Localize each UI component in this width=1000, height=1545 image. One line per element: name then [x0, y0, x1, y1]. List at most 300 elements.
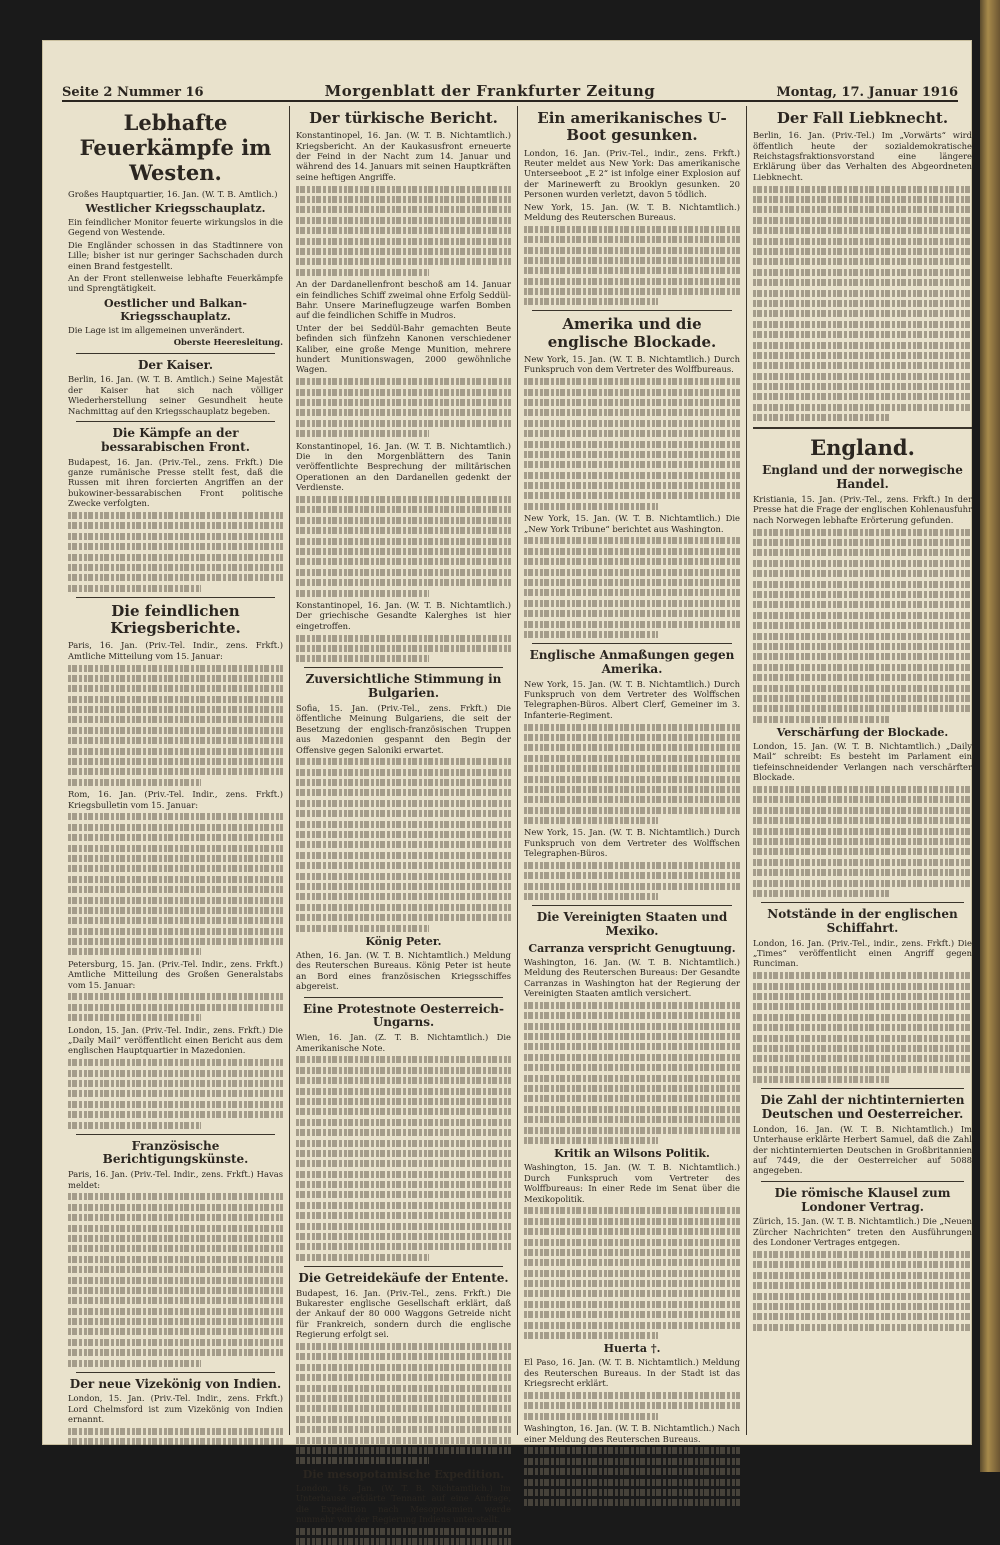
headline: Die feindlichen Kriegsberichte.	[110, 601, 241, 638]
text-line	[753, 993, 972, 1000]
text-line	[296, 378, 511, 385]
text-line	[753, 1035, 972, 1042]
text-line	[753, 653, 972, 660]
text-line	[524, 1002, 740, 1009]
paragraph: Berlin, 16. Jan. (W. T. B. Amtlich.) Seine Majestät der Kaiser hat sich nach völliger Wiederherstellung seiner Gesundheit heute Nachmittag auf den Kriegsschauplatz begeben.	[68, 374, 283, 416]
text-line	[524, 1447, 740, 1454]
text-line	[296, 590, 429, 597]
paragraph: London, 16. Jan. (Priv.-Tel., indir., zens. Frkft.) Die „Times“ veröffentlicht einen Angriff gegen Runciman.	[753, 937, 972, 969]
text-line	[524, 492, 740, 499]
text-line	[296, 831, 511, 838]
text-line	[68, 834, 283, 841]
text-line	[753, 601, 972, 608]
text-line	[296, 420, 511, 427]
text-line	[296, 1353, 511, 1360]
text-line	[68, 917, 283, 924]
text-line	[753, 591, 972, 598]
text-line	[296, 841, 511, 848]
text-line	[296, 1447, 511, 1454]
issue-date: Montag, 17. Januar 1916	[776, 85, 958, 100]
subheading: Carranza verspricht Genugtuung.	[528, 941, 736, 955]
text-line	[524, 1239, 740, 1246]
text-line	[68, 685, 283, 692]
text-line	[753, 1076, 889, 1083]
text-line	[524, 724, 740, 731]
subheading: England und der norwegische Handel.	[762, 463, 963, 492]
text-line	[296, 789, 511, 796]
text-line	[68, 512, 283, 519]
text-line	[524, 267, 740, 274]
paragraph: Konstantinopel, 16. Jan. (W. T. B. Nichtamtlich.) Die in den Morgenblättern des Tanin veröffentlichte Besprechung der militärischen Operationen an den Dardanellen gedenkt der Verdienste.	[296, 440, 511, 493]
text-line	[753, 786, 972, 793]
text-line	[753, 838, 972, 845]
text-line	[296, 1088, 511, 1095]
text-line	[296, 248, 511, 255]
text-line	[524, 378, 740, 385]
text-line	[296, 1140, 511, 1147]
text-line	[524, 1116, 740, 1123]
paragraph: Unter der bei Seddül-Bahr gemachten Beute befinden sich fünfzehn Kanonen verschiedener Kaliber, eine große Menge Munition, mehrere hundert Munitionswagen, 2000 gewöhnliche Wagen.	[296, 322, 511, 375]
paragraph: Wien, 16. Jan. (Z. T. B. Nichtamtlich.) Die Amerikanische Note.	[296, 1032, 511, 1053]
text-line	[753, 890, 889, 897]
text-line	[296, 1181, 511, 1188]
text-line	[524, 482, 740, 489]
text-line	[296, 409, 511, 416]
headline: Ein amerikanisches U-Boot gesunken.	[537, 109, 727, 145]
text-line	[524, 796, 740, 803]
text-line	[296, 800, 511, 807]
signature: Oberste Heeresleitung.	[173, 337, 283, 348]
text-line	[296, 1343, 511, 1350]
text-line	[753, 622, 972, 629]
text-line	[753, 331, 972, 338]
text-line	[68, 1245, 283, 1252]
text-line	[524, 399, 740, 406]
text-line	[296, 1364, 511, 1371]
text-line	[753, 560, 972, 567]
columns	[62, 106, 972, 1524]
text-line	[68, 1059, 283, 1066]
text-line	[68, 865, 283, 872]
text-line	[753, 880, 972, 887]
paragraph: Zürich, 15. Jan. (W. T. B. Nichtamtlich.) Die „Neuen Zürcher Nachrichten“ treten den Ausführungen des Londoner Vertrages entgegen.	[753, 1216, 972, 1248]
paragraph: Washington, 16. Jan. (W. T. B. Nichtamtlich.) Meldung des Reuterschen Bureaus: Der Gesandte Carranzas in Washington hat der Regierung der Vereinigten Staaten amtlich versichert.	[524, 956, 740, 999]
text-line	[296, 1374, 511, 1381]
divider	[304, 667, 503, 668]
text-line	[753, 685, 972, 692]
text-line	[68, 1256, 283, 1263]
text-line	[753, 539, 972, 546]
text-line	[68, 1287, 283, 1294]
text-line	[68, 897, 283, 904]
text-line	[296, 186, 511, 193]
subheading: Huerta †.	[603, 1342, 661, 1356]
text-line	[68, 1308, 283, 1315]
text-line	[524, 1085, 740, 1092]
divider	[532, 643, 732, 644]
text-line	[753, 1293, 972, 1300]
text-line	[753, 633, 972, 640]
divider	[532, 310, 732, 311]
column-1	[62, 106, 290, 1435]
text-line	[524, 610, 740, 617]
text-line	[753, 383, 972, 390]
text-line	[524, 451, 740, 458]
headline: Der Fall Liebknecht.	[776, 109, 949, 127]
text-line	[68, 665, 283, 672]
text-line	[68, 1360, 201, 1367]
paragraph: Rom, 16. Jan. (Priv.-Tel. Indir., zens. Frkft.) Kriegsbulletin vom 15. Januar:	[68, 789, 283, 810]
text-line	[524, 1332, 658, 1339]
text-line	[68, 1297, 283, 1304]
text-line	[68, 1214, 283, 1221]
text-line	[524, 409, 740, 416]
paragraph: London, 16. Jan. (W. T. B. Nichtamtlich.) Im Unterhause erklärte Tennant auf eine Anfrage, die Expedition nach Mesopotamien werde nunmehr von der Regierung Indiens unterstellt.	[296, 1482, 511, 1524]
paragraph: New York, 15. Jan. (W. T. B. Nichtamtlich.) Die „New York Tribune“ berichtet aus Washington.	[524, 513, 740, 534]
text-line	[68, 876, 283, 883]
text-line	[753, 269, 972, 276]
text-line	[753, 404, 972, 411]
text-line	[524, 765, 740, 772]
text-line	[753, 206, 972, 213]
text-line	[524, 472, 740, 479]
divider	[304, 997, 503, 998]
text-line	[524, 1075, 740, 1082]
text-line	[753, 227, 972, 234]
paragraph: Budapest, 16. Jan. (Priv.-Tel., zens. Frkft.) Die Bukarester englische Gesellschaft erklärt, daß der Ankauf der 80 000 Waggons Getreide nicht für Frankreich, sondern durch die englische Regierung erfolgt sei.	[296, 1287, 511, 1340]
text-line	[296, 758, 511, 765]
text-line	[524, 1458, 740, 1465]
subheading: König Peter.	[365, 934, 442, 948]
paragraph: Paris, 16. Jan. (Priv.-Tel. Indir., zens. Frkft.) Amtliche Mitteilung vom 15. Januar:	[68, 640, 283, 661]
headline: Französische Berichtigungskünste.	[102, 1138, 249, 1167]
text-line	[296, 217, 511, 224]
text-line	[753, 664, 972, 671]
text-line	[68, 716, 283, 723]
headline: Der neue Vizekönig von Indien.	[69, 1376, 282, 1391]
text-line	[524, 1259, 740, 1266]
text-line	[68, 813, 283, 820]
text-line	[524, 1012, 740, 1019]
text-line	[68, 533, 283, 540]
text-line	[524, 236, 740, 243]
text-line	[68, 993, 283, 1000]
text-line	[68, 748, 283, 755]
text-line	[524, 1033, 740, 1040]
paragraph: Kristiania, 15. Jan. (Priv.-Tel., zens. Frkft.) In der Presse hat die Frage der englischen Kohlenausfuhr nach Norwegen lebhafte Erörterung gefunden.	[753, 494, 972, 525]
headline: Die römische Klausel zum Londoner Vertrag.	[774, 1185, 951, 1214]
divider	[76, 353, 275, 354]
text-line	[524, 1402, 740, 1409]
text-line	[753, 393, 972, 400]
paragraph: Ein feindlicher Monitor feuerte wirkungslos in die Gegend von Westende.	[68, 216, 283, 238]
text-line	[524, 1023, 740, 1030]
text-line	[296, 269, 429, 276]
text-line	[68, 928, 283, 935]
text-line	[296, 1077, 511, 1084]
text-line	[753, 321, 972, 328]
text-line	[524, 430, 740, 437]
divider	[76, 1372, 275, 1373]
text-line	[68, 1193, 283, 1200]
text-line	[524, 1137, 658, 1144]
dateline: Großes Hauptquartier, 16. Jan. (W. T. B. Amtlich.)	[68, 188, 278, 199]
text-line	[524, 548, 740, 555]
text-line	[296, 1067, 511, 1074]
column-2	[290, 106, 518, 1524]
text-line	[68, 1266, 283, 1273]
text-line	[753, 1045, 972, 1052]
text-line	[753, 1272, 972, 1279]
text-line	[296, 430, 429, 437]
text-line	[68, 948, 201, 955]
text-line	[524, 1106, 740, 1113]
text-line	[68, 779, 201, 786]
text-line	[68, 1080, 283, 1087]
text-line	[296, 1243, 511, 1250]
text-line	[753, 1024, 972, 1031]
text-line	[68, 1277, 283, 1284]
text-line	[68, 1070, 283, 1077]
text-line	[296, 1129, 511, 1136]
text-line	[524, 734, 740, 741]
text-line	[296, 527, 511, 534]
divider	[532, 905, 732, 906]
paragraph: Die Engländer schossen in das Stadtinnere von Lille; bisher ist nur geringer Sachschaden durch einen Brand festgestellt.	[68, 239, 283, 271]
text-line	[524, 621, 740, 628]
text-line	[524, 389, 740, 396]
text-line	[753, 612, 972, 619]
divider	[761, 1088, 964, 1089]
paragraph: Budapest, 16. Jan. (Priv.-Tel., zens. Frkft.) Die ganze rumänische Presse stellt fest, daß die Russen mit ihren forcierten Angriffen an der bukowiner-bessarabischen Front politische Zwecke verfolgten.	[68, 456, 283, 509]
paragraph: London, 16. Jan. (Priv.-Tel., indir., zens. Frkft.) Reuter meldet aus New York: Das amerikanische Unterseeboot „E 2“ ist infolge einer Explosion auf der Marinewerft zu Brooklyn gesunken. 20 Personen wurden verletzt, davon 5 tödlich.	[524, 147, 740, 200]
text-line	[68, 1349, 283, 1356]
text-line	[753, 705, 972, 712]
text-line	[753, 186, 972, 193]
divider	[761, 1181, 964, 1182]
text-line	[296, 914, 511, 921]
text-line	[753, 1324, 972, 1331]
text-line	[524, 288, 740, 295]
text-line	[296, 1160, 511, 1167]
newspaper-title: Morgenblatt der Frankfurter Zeitung	[324, 82, 656, 100]
text-line	[296, 645, 511, 652]
text-line	[524, 786, 740, 793]
text-line	[524, 558, 740, 565]
text-line	[524, 1311, 740, 1318]
text-line	[68, 824, 283, 831]
headline: Die Vereinigten Staaten und Mexiko.	[536, 910, 728, 939]
text-line	[524, 817, 658, 824]
text-line	[753, 796, 972, 803]
paragraph: London, 15. Jan. (Priv.-Tel. Indir., zens. Frkft.) Die „Daily Mail“ veröffentlicht einen Bericht aus dem englischen Hauptquartier in Mazedonien.	[68, 1024, 283, 1056]
text-line	[753, 817, 972, 824]
text-line	[296, 517, 511, 524]
headline: Der türkische Bericht.	[309, 109, 498, 127]
text-line	[753, 1261, 972, 1268]
text-line	[296, 779, 511, 786]
text-line	[524, 537, 740, 544]
text-line	[296, 1395, 511, 1402]
text-line	[296, 1108, 511, 1115]
text-line	[753, 352, 972, 359]
text-line	[68, 1111, 283, 1118]
text-line	[68, 845, 283, 852]
text-line	[296, 196, 511, 203]
headline: Zuversichtliche Stimmung in Bulgarien.	[305, 672, 502, 701]
text-line	[68, 564, 283, 571]
text-line	[68, 1339, 283, 1346]
paragraph: London, 15. Jan. (W. T. B. Nichtamtlich.) „Daily Mail“ schreibt: Es besteht im Parlament ein tiefeinschneidender Verlangen nach verschärfter Blockade.	[753, 741, 972, 783]
headline: Englische Anmaßungen gegen Amerika.	[529, 647, 735, 676]
text-line	[296, 1233, 511, 1240]
text-line	[296, 1212, 511, 1219]
text-line	[68, 1235, 283, 1242]
text-line	[68, 1225, 283, 1232]
text-line	[68, 886, 283, 893]
text-line	[68, 706, 283, 713]
text-line	[296, 1150, 511, 1157]
paragraph: Sofia, 15. Jan. (Priv.-Tel., zens. Frkft.) Die öffentliche Meinung Bulgariens, die seit der Besetzung der englisch-französischen Truppen aus Mazedonien gespannt den Begin der Offensive gegen Saloniki erwartet.	[296, 702, 511, 755]
text-line	[524, 247, 740, 254]
text-line	[524, 744, 740, 751]
text-line	[524, 1127, 740, 1134]
paragraph: An der Front stellenweise lebhafte Feuerkämpfe und Sprengtätigkeit.	[68, 273, 283, 294]
text-line	[296, 1191, 511, 1198]
text-line	[753, 279, 972, 286]
text-line	[524, 1290, 740, 1297]
text-line	[753, 695, 972, 702]
column-4	[747, 106, 978, 1435]
text-line	[68, 855, 283, 862]
divider	[76, 421, 275, 422]
text-line	[296, 569, 511, 576]
paragraph: Paris, 16. Jan. (Priv.-Tel. Indir., zens. Frkft.) Havas meldet:	[68, 1169, 283, 1190]
text-line	[524, 862, 740, 869]
text-line	[296, 538, 511, 545]
text-line	[68, 574, 283, 581]
text-line	[524, 600, 740, 607]
subheading: Verschärfung der Blockade.	[776, 726, 949, 740]
text-line	[524, 893, 658, 900]
text-line	[68, 585, 201, 592]
text-line	[753, 983, 972, 990]
text-line	[296, 821, 511, 828]
paragraph: El Paso, 16. Jan. (W. T. B. Nichtamtlich.) Meldung des Reuterschen Bureaus. In der Stadt ist das Kriegsrecht erklärt.	[524, 1357, 740, 1389]
headline: Der Kaiser.	[137, 357, 214, 372]
text-line	[524, 776, 740, 783]
text-line	[524, 569, 740, 576]
page-number: Seite 2 Nummer 16	[62, 85, 204, 100]
text-line	[296, 548, 511, 555]
text-line	[296, 883, 511, 890]
paragraph: Petersburg, 15. Jan. (Priv.-Tel. Indir., zens. Frkft.) Amtliche Mitteilung des Großen Generalstabs vom 15. Januar:	[68, 958, 283, 990]
text-line	[296, 862, 511, 869]
text-line	[68, 1204, 283, 1211]
text-line	[296, 873, 511, 880]
paragraph: New York, 15. Jan. (W. T. B. Nichtamtlich.) Durch Funkspruch von dem Vertreter des Wolffbureaus.	[524, 353, 740, 375]
text-line	[524, 420, 740, 427]
text-line	[753, 1303, 972, 1310]
paragraph: An der Dardanellenfront beschoß am 14. Januar ein feindliches Schiff zweimal ohne Erfolg Seddül-Bahr. Unsere Marineflugzeuge warfen Bomben auf die feindlichen Schiffe in Mudros.	[296, 279, 511, 321]
paragraph: Konstantinopel, 16. Jan. (W. T. B. Nichtamtlich.) Der griechische Gesandte Kalerghes ist hier eingetroffen.	[296, 599, 511, 631]
text-line	[753, 529, 972, 536]
paragraph: New York, 15. Jan. (W. T. B. Nichtamtlich.) Durch Funkspruch von dem Vertreter des Wolffschen Telegraphen-Büros. Albert Clerf, Gemeiner im 3. Infanterie-Regiment.	[524, 678, 740, 720]
text-line	[753, 362, 972, 369]
text-line	[524, 298, 658, 305]
text-line	[524, 1043, 740, 1050]
text-line	[753, 643, 972, 650]
text-line	[296, 1405, 511, 1412]
text-line	[296, 893, 511, 900]
text-line	[68, 727, 283, 734]
newspaper-page	[42, 40, 972, 1524]
text-line	[296, 206, 511, 213]
text-line	[753, 1282, 972, 1289]
text-line	[524, 1280, 740, 1287]
text-line	[753, 1055, 972, 1062]
text-line	[296, 579, 511, 586]
text-line	[753, 1003, 972, 1010]
text-line	[753, 300, 972, 307]
text-line	[68, 1122, 201, 1129]
text-line	[296, 399, 511, 406]
headline: Lebhafte Feuerkämpfe im Westen.	[79, 110, 272, 186]
text-line	[753, 258, 972, 265]
page-edge	[980, 0, 1000, 1472]
text-line	[296, 1385, 511, 1392]
text-line	[296, 1202, 511, 1209]
text-line	[524, 257, 740, 264]
text-line	[68, 554, 283, 561]
text-line	[68, 768, 283, 775]
text-line	[753, 859, 972, 866]
text-line	[524, 1499, 740, 1506]
text-line	[753, 1014, 972, 1021]
text-line	[524, 226, 740, 233]
text-line	[753, 581, 972, 588]
text-line	[68, 1014, 201, 1021]
text-line	[753, 869, 972, 876]
text-line	[296, 635, 511, 642]
text-line	[524, 1468, 740, 1475]
text-line	[524, 1270, 740, 1277]
paragraph: New York, 15. Jan. (W. T. B. Nichtamtlich.) Meldung des Reuterschen Bureaus.	[524, 201, 740, 222]
text-line	[296, 769, 511, 776]
text-line	[68, 1101, 283, 1108]
paragraph: London, 16. Jan. (W. T. B. Nichtamtlich.) Im Unterhause erklärte Herbert Samuel, daß die Zahl der nichtinternierten Deutschen in Großbritannien auf 7449, die der Oesterreicher auf 5088 angegeben.	[753, 1123, 972, 1176]
text-line	[296, 1056, 511, 1063]
text-line	[524, 1218, 740, 1225]
text-line	[68, 1318, 283, 1325]
paragraph: London, 15. Jan. (Priv.-Tel. Indir., zens. Frkft.) Lord Chelmsford ist zum Vizekönig von Indien ernannt.	[68, 1393, 283, 1425]
text-line	[753, 716, 889, 723]
headline: Die Zahl der nichtinternierten Deutschen und Oesterreicher.	[760, 1093, 965, 1121]
text-line	[753, 828, 972, 835]
headline: Eine Protestnote Oesterreich-Ungarns.	[302, 1001, 505, 1030]
divider	[753, 427, 972, 429]
headline: Notstände in der englischen Schiffahrt.	[767, 907, 958, 935]
text-line	[296, 1223, 511, 1230]
text-line	[68, 907, 283, 914]
text-line	[524, 1392, 740, 1399]
text-line	[296, 1457, 429, 1464]
text-line	[68, 1328, 283, 1335]
text-line	[68, 543, 283, 550]
text-line	[68, 1004, 283, 1011]
text-line	[753, 848, 972, 855]
text-line	[296, 558, 511, 565]
